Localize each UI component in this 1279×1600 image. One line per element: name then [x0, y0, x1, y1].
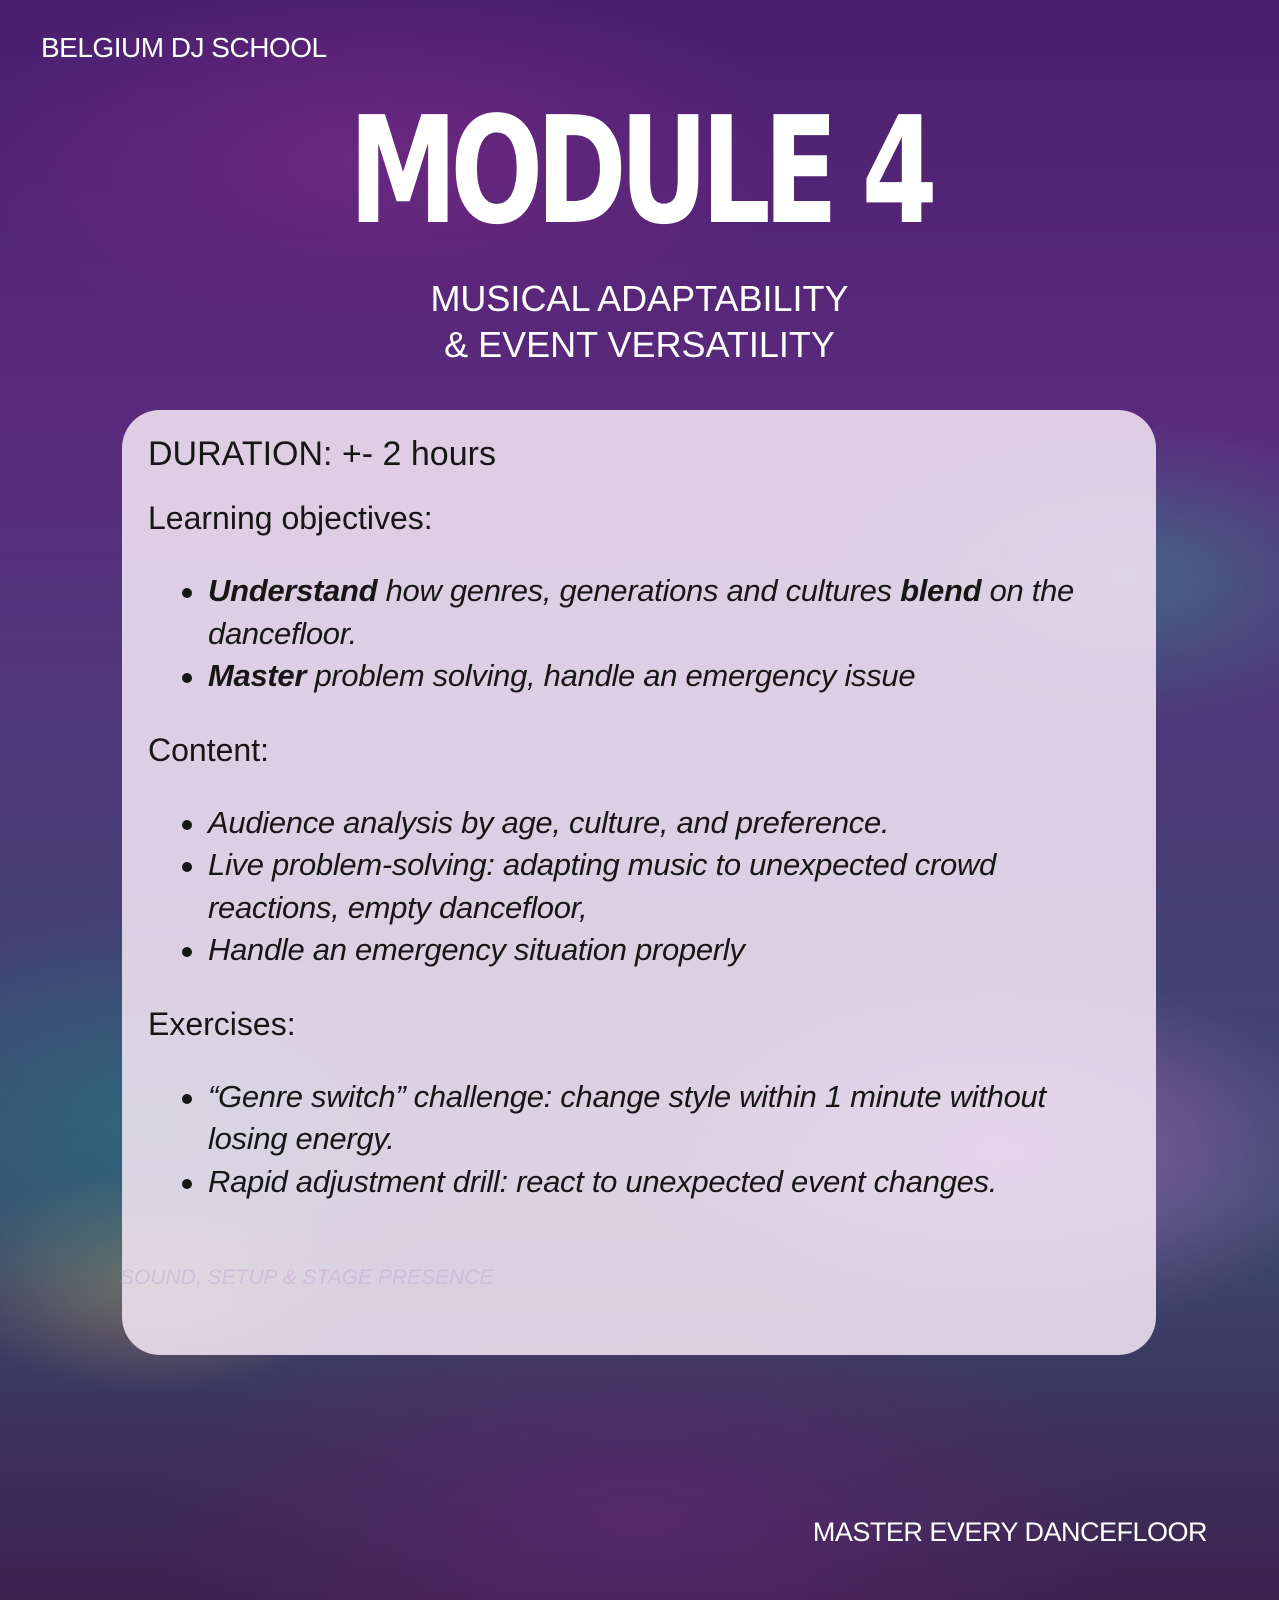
objective-bold: blend	[900, 573, 982, 608]
tagline: MASTER EVERY DANCEFLOOR	[812, 1517, 1207, 1547]
list-item: Live problem-solving: adapting music to unexpected crowd reactions, empty dancefloor,	[182, 844, 1130, 929]
module-info-card	[122, 410, 1156, 1355]
objectives-list	[148, 570, 1130, 698]
list-item	[182, 570, 1130, 655]
duration-text: DURATION: +- 2 hours	[148, 435, 496, 473]
exercises-heading: Exercises:	[148, 1005, 296, 1042]
subtitle-line-1: MUSICAL ADAPTABILITY	[430, 278, 849, 319]
content-heading: Content:	[148, 731, 269, 768]
objective-bold: Understand	[208, 573, 378, 608]
objective-text: problem solving, handle an emergency issue	[306, 658, 916, 693]
list-item: Audience analysis by age, culture, and preference.	[182, 802, 1130, 845]
module-subtitle	[0, 276, 1279, 368]
brand-name: BELGIUM DJ SCHOOL	[41, 32, 327, 63]
objective-text: on the dancefloor.	[208, 573, 1074, 651]
ghost-caption: SOUND, SETUP & STAGE PRESENCE	[120, 1266, 494, 1289]
exercises-list	[148, 1076, 1130, 1204]
list-item: Rapid adjustment drill: react to unexpected event changes.	[182, 1161, 1130, 1204]
list-item: Handle an emergency situation properly	[182, 929, 1130, 972]
list-item	[182, 655, 1130, 698]
module-title: MODULE 4	[348, 85, 931, 257]
content-list	[148, 802, 1130, 972]
objective-text: how genres, generations and cultures	[377, 573, 901, 608]
objective-bold: Master	[208, 658, 307, 693]
subtitle-line-2: & EVENT VERSATILITY	[444, 324, 835, 365]
list-item: “Genre switch” challenge: change style within 1 minute without losing energy.	[182, 1076, 1130, 1161]
objectives-heading: Learning objectives:	[148, 500, 433, 536]
